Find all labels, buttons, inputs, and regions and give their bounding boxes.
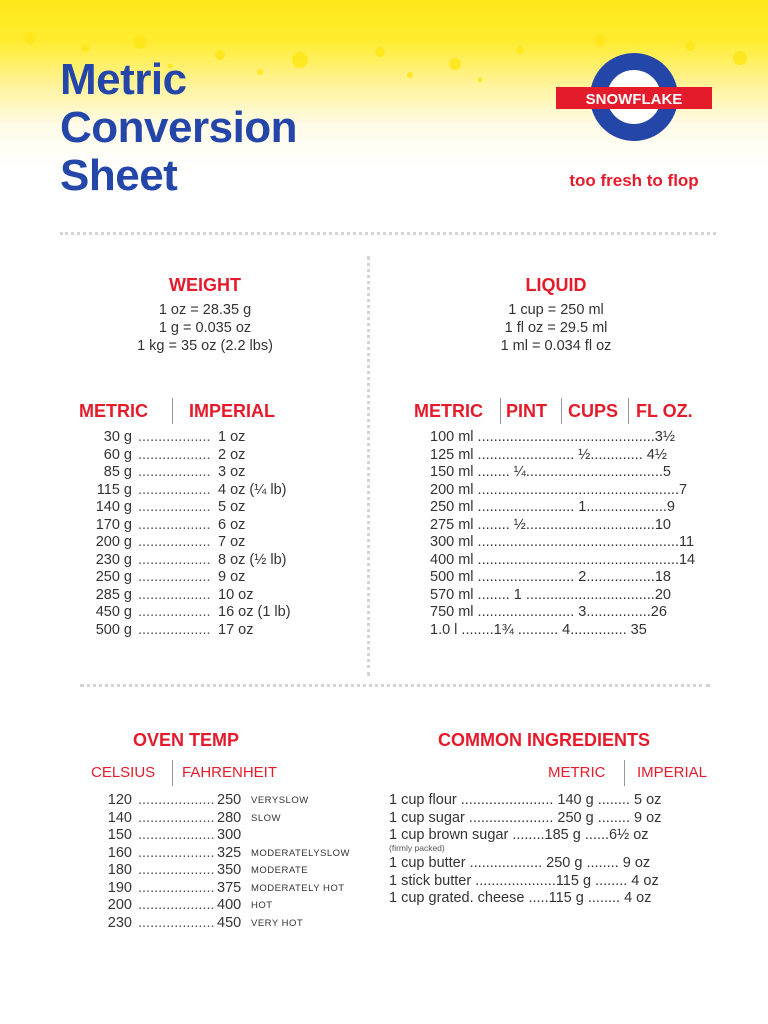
weight-imperial-value: 5 oz: [218, 499, 246, 515]
table-row: [70, 534, 340, 552]
table-row: [389, 827, 719, 855]
weight-imperial-value: 17 oz: [218, 621, 254, 638]
oven-fahrenheit-value: 280: [217, 809, 242, 826]
ingredient-row-text: 1 cup sugar ..................... 250 g ........ 9 oz: [389, 809, 662, 826]
table-row: [424, 517, 714, 535]
weight-metric-value: 250 g: [95, 569, 132, 585]
dot-leader: ...................: [138, 809, 215, 826]
oven-fahrenheit-value: 375: [217, 879, 242, 896]
table-row: [70, 604, 340, 622]
snowflake-logo: [556, 52, 712, 142]
ingredients-header-metric: METRIC: [548, 764, 606, 781]
weight-imperial-value: 3 oz: [218, 464, 246, 480]
liquid-row-text: 200 ml ..................................................7: [430, 481, 688, 498]
oven-description: VERY HOT: [251, 917, 304, 929]
oven-header-celsius: CELSIUS: [91, 764, 156, 781]
table-row: [389, 810, 719, 828]
liquid-row-text: 570 ml ........ 1 ................................20: [430, 586, 671, 603]
table-row: [424, 464, 714, 482]
table-row: [424, 552, 714, 570]
weight-imperial-value: 9 oz: [218, 569, 246, 585]
oven-title: OVEN TEMP: [132, 730, 239, 750]
oven-description: HOT: [251, 900, 273, 911]
dot-leader: ..................: [138, 499, 211, 515]
oven-celsius-value: 200: [107, 897, 132, 913]
dot-leader: ...................: [138, 914, 215, 931]
ingredient-row-text: 1 cup butter .................. 250 g ........ 9 oz: [389, 855, 651, 871]
weight-header-imperial: IMPERIAL: [189, 401, 276, 421]
oven-celsius-value: 120: [107, 792, 132, 808]
table-row: [70, 517, 340, 535]
logo-wordmark: SNOWFLAKE: [585, 91, 683, 108]
liquid-fact: 1 ml = 0.034 fl oz: [500, 338, 612, 354]
table-row: [424, 622, 714, 640]
table-row: [70, 792, 360, 810]
dot-leader: ...................: [138, 879, 215, 896]
table-row: [389, 855, 719, 873]
oven-description: MODERATELY HOT: [251, 882, 345, 894]
table-row: [70, 880, 360, 898]
weight-fact: 1 kg = 35 oz (2.2 lbs): [137, 338, 273, 354]
weight-fact: 1 g = 0.035 oz: [158, 320, 252, 336]
table-row: [70, 915, 360, 933]
page-title: [60, 56, 297, 200]
liquid-row-text: 125 ml ........................ ½............. 4½: [430, 446, 667, 463]
oven-description: SLOW: [251, 812, 281, 824]
oven-fahrenheit-value: 250: [217, 792, 242, 808]
oven-celsius-value: 160: [107, 844, 132, 861]
header-separator: [561, 398, 562, 424]
title-line-3: Sheet: [60, 151, 178, 200]
brand-tagline: too fresh to flop: [569, 171, 699, 190]
oven-description: VERYSLOW: [251, 795, 309, 806]
dot-leader: ..................: [138, 429, 211, 445]
table-row: [70, 622, 340, 640]
ingredients-header-imperial: IMPERIAL: [637, 764, 708, 781]
oven-celsius-value: 140: [107, 809, 132, 826]
weight-imperial-value: 10 oz: [218, 586, 254, 603]
weight-imperial-value: 6 oz: [218, 516, 246, 533]
table-row: [70, 810, 360, 828]
dot-leader: ..................: [138, 446, 211, 463]
table-row: [70, 827, 360, 845]
dot-leader: ..................: [138, 481, 211, 498]
liquid-row-text: 500 ml ........................ 2.................18: [430, 569, 671, 585]
oven-celsius-value: 150: [107, 827, 132, 843]
weight-metric-value: 140 g: [95, 499, 132, 515]
weight-header-metric: METRIC: [79, 401, 148, 421]
liquid-header-fl-oz: FL OZ.: [636, 401, 693, 421]
center-divider: [367, 256, 370, 676]
table-row: [424, 534, 714, 552]
weight-metric-value: 230 g: [95, 551, 132, 568]
table-row: [389, 792, 719, 810]
oven-fahrenheit-value: 325: [217, 844, 242, 861]
table-row: [70, 552, 340, 570]
table-row: [70, 499, 340, 517]
weight-imperial-value: 1 oz: [218, 429, 246, 445]
liquid-row-text: 250 ml ........................ 1....................9: [430, 499, 675, 515]
table-row: [424, 499, 714, 517]
oven-table: [70, 792, 360, 932]
dot-leader: ..................: [138, 621, 211, 638]
table-row: [389, 873, 719, 891]
liquid-header-pint: PINT: [506, 401, 548, 421]
ingredient-row-text: 1 cup grated. cheese .....115 g ........ 4 oz: [389, 890, 652, 906]
liquid-row-text: 100 ml ............................................3½: [430, 429, 675, 445]
dot-leader: ..................: [138, 569, 211, 585]
liquid-row-text: 1.0 l ........1¾ .......... 4.............. 35: [430, 621, 647, 638]
oven-fahrenheit-value: 300: [217, 827, 242, 843]
oven-celsius-value: 180: [107, 862, 132, 878]
dot-leader: ...................: [138, 792, 215, 808]
oven-celsius-value: 190: [107, 879, 132, 896]
ingredients-title: COMMON INGREDIENTS: [437, 730, 650, 750]
weight-imperial-value: 7 oz: [218, 534, 246, 550]
weight-metric-value: 285 g: [95, 586, 132, 603]
header-separator: [172, 760, 173, 786]
weight-title: WEIGHT: [169, 275, 241, 295]
header-separator: [628, 398, 629, 424]
liquid-title: LIQUID: [525, 275, 587, 295]
header-separator: [624, 760, 625, 786]
ingredient-note: (firmly packed): [389, 843, 445, 853]
header-separator: [500, 398, 501, 424]
ingredient-row-text: 1 cup flour ....................... 140 g ........ 5 oz: [389, 792, 662, 808]
table-row: [70, 845, 360, 863]
dot-leader: ..................: [138, 586, 211, 603]
ingredient-row-text: 1 cup brown sugar ........185 g ......6½ oz: [389, 827, 649, 843]
table-row: [424, 569, 714, 587]
ingredient-row-text: 1 stick butter ....................115 g ........ 4 oz: [389, 872, 659, 889]
weight-imperial-value: 4 oz (¼ lb): [218, 481, 287, 498]
dot-leader: ...................: [138, 827, 215, 843]
table-row: [70, 447, 340, 465]
liquid-row-text: 400 ml ..................................................14: [430, 551, 696, 568]
weight-metric-value: 115 g: [96, 481, 132, 498]
dot-leader: ..................: [138, 464, 211, 480]
weight-metric-value: 60 g: [103, 446, 132, 463]
dot-leader: ..................: [138, 604, 211, 620]
dot-leader: ..................: [138, 551, 211, 568]
weight-metric-value: 450 g: [95, 604, 132, 620]
table-row: [424, 482, 714, 500]
liquid-header-cups: CUPS: [568, 401, 619, 421]
table-row: [389, 890, 719, 908]
middle-divider: [80, 684, 710, 687]
table-row: [424, 429, 714, 447]
table-row: [70, 464, 340, 482]
table-row: [70, 569, 340, 587]
weight-metric-value: 200 g: [95, 534, 132, 550]
table-row: [70, 587, 340, 605]
liquid-table: [424, 429, 714, 639]
weight-imperial-value: 16 oz (1 lb): [218, 604, 291, 620]
oven-celsius-value: 230: [107, 914, 132, 931]
table-row: [424, 587, 714, 605]
weight-table: [70, 429, 340, 639]
table-row: [70, 429, 340, 447]
table-row: [424, 604, 714, 622]
dot-leader: ...................: [138, 897, 215, 913]
oven-description: MODERATE: [251, 865, 309, 876]
header-separator: [172, 398, 173, 424]
ingredients-table: [389, 792, 719, 908]
weight-metric-value: 170 g: [95, 516, 132, 533]
oven-header-fahrenheit: FAHRENHEIT: [182, 764, 278, 781]
table-row: [70, 862, 360, 880]
liquid-facts: [440, 301, 672, 355]
weight-metric-value: 500 g: [95, 621, 132, 638]
title-line-1: Metric: [60, 55, 187, 104]
table-row: [70, 897, 360, 915]
liquid-row-text: 275 ml ........ ½................................10: [430, 516, 671, 533]
liquid-fact: 1 fl oz = 29.5 ml: [504, 320, 608, 336]
dot-leader: ..................: [138, 534, 211, 550]
top-divider: [60, 232, 716, 235]
oven-description: MODERATELYSLOW: [251, 847, 351, 859]
oven-fahrenheit-value: 350: [217, 862, 242, 878]
weight-metric-value: 30 g: [103, 429, 132, 445]
dot-leader: ...................: [138, 862, 215, 878]
dot-leader: ..................: [138, 516, 211, 533]
weight-imperial-value: 8 oz (½ lb): [218, 551, 287, 568]
dot-leader: ...................: [138, 844, 215, 861]
liquid-header-metric: METRIC: [414, 401, 483, 421]
oven-fahrenheit-value: 450: [217, 914, 242, 931]
liquid-fact: 1 cup = 250 ml: [508, 302, 604, 318]
title-line-2: Conversion: [60, 103, 298, 152]
table-row: [70, 482, 340, 500]
liquid-row-text: 150 ml ........ ¼..................................5: [430, 464, 671, 480]
liquid-row-text: 300 ml ..................................................11: [430, 534, 695, 550]
liquid-row-text: 750 ml ........................ 3................26: [430, 604, 667, 620]
weight-fact: 1 oz = 28.35 g: [158, 302, 252, 318]
oven-fahrenheit-value: 400: [217, 897, 242, 913]
weight-imperial-value: 2 oz: [218, 446, 246, 463]
weight-metric-value: 85 g: [103, 464, 132, 480]
table-row: [424, 447, 714, 465]
weight-facts: [90, 301, 320, 355]
